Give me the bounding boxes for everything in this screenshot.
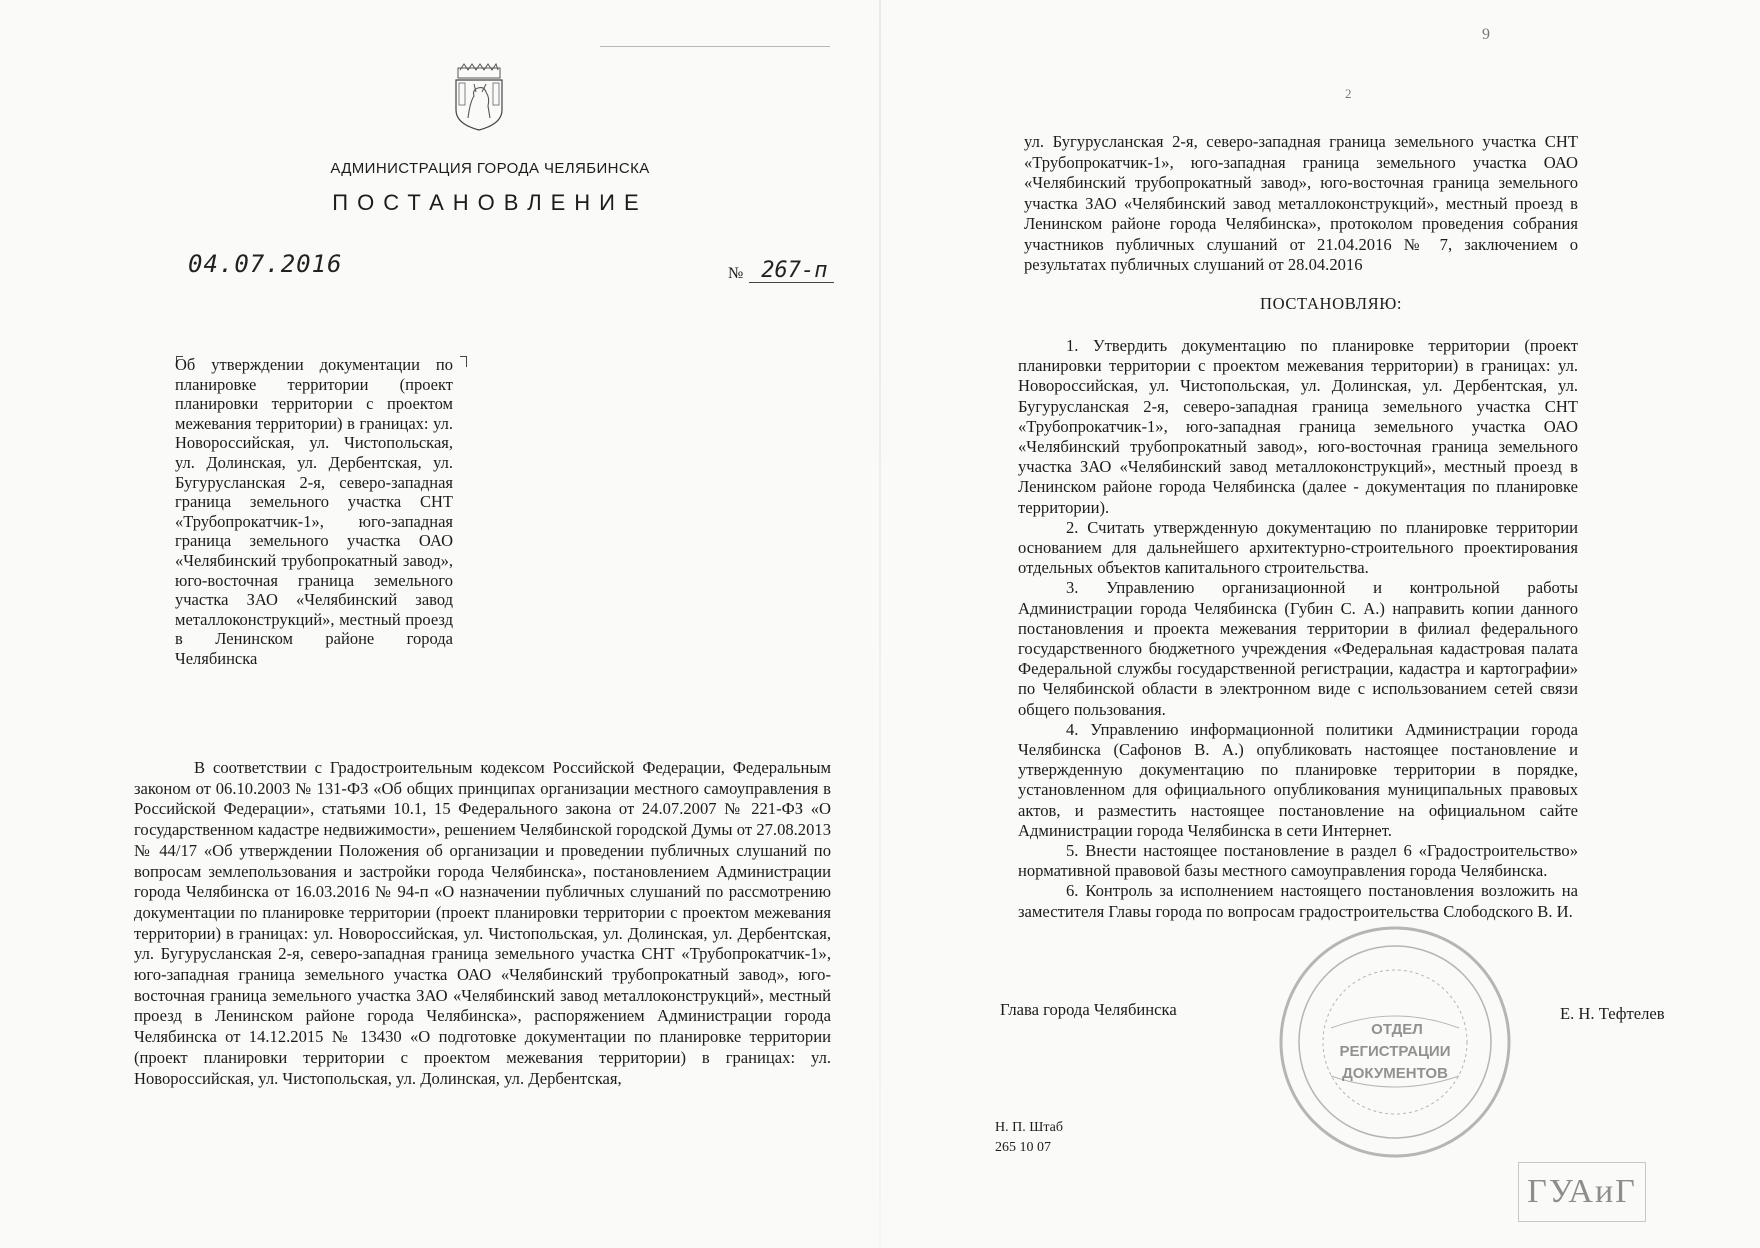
stamp-line-2: РЕГИСТРАЦИИ: [1339, 1043, 1451, 1060]
executor-name: Н. П. Штаб: [995, 1120, 1063, 1135]
executor-phone: 265 10 07: [995, 1140, 1051, 1155]
document-number-block: [728, 260, 834, 283]
decree-item: 3. Управлению организационной и контрольной работы Администрации города Челябинска (Губин С. А.) направить копии данного постановления и проекта межевания территории в филиал федерального государственного бюджетного учреждения «Федеральная кадастровая палата Федеральной службы государственной регистрации, кадастра и картографии» по Челябинской области в электронном виде с использованием сетей связи общего пользования.: [1018, 578, 1578, 719]
department-box-stamp: [1518, 1162, 1646, 1222]
right-page: [880, 0, 1760, 1248]
decree-item: 2. Считать утвержденную документацию по планировке территории основанием для дальнейшего архитектурно-строительного проектирования отдельных объектов капитального строительства.: [1018, 517, 1578, 578]
decree-items: [1018, 336, 1578, 922]
stamp-line-3: ДОКУМЕНТОВ: [1342, 1065, 1448, 1082]
decree-item: 4. Управлению информационной политики Администрации города Челябинска (Сафонов В. А.) опубликовать настоящее постановление и утвержденную документацию по планировке территории в порядке, установленном для официального опубликования муниципальных правовых актов, и разместить настоящее постановление на официальном сайте Администрации города Челябинска в сети Интернет.: [1018, 719, 1578, 840]
preamble-block: [134, 758, 831, 1089]
title-bracket-right: [460, 356, 467, 367]
scan-artifact-line: [600, 46, 830, 47]
decree-item: 1. Утвердить документацию по планировке территории (проект планировки территории с проектом межевания территории) в границах: ул. Новороссийская, ул. Чистопольская, ул. Долинская, ул. Дербентская, ул. Бугурусланская 2-я, северо-западная граница земельного участка СНТ «Трубопрокатчик-1», юго-западная граница земельного участка ОАО «Челябинский трубопрокатный завод», юго-восточная граница земельного участка ЗАО «Челябинский завод металлоконструкций», местный проезд в Ленинском районе города Челябинска (далее - документация по планировке территории).: [1018, 336, 1578, 517]
preamble-continuation: [1024, 132, 1578, 276]
corner-mark: 9: [1482, 26, 1490, 43]
document-date: 04.07.2016: [188, 250, 343, 278]
document-title: Об утверждении документации по планировке территории (проект планировки территории с проектом межевания территории) в границах: ул. Новороссийская, ул. Чистопольская, ул. Долинская, ул. Дербентская, ул. Бугурусланская 2-я, северо-западная граница земельного участка СНТ «Трубопрокатчик-1», юго-западная граница земельного участка ОАО «Челябинский трубопрокатный завод», юго-восточная граница земельного участка ЗАО «Челябинский завод металлоконструкций», местный проезд в Ленинском районе города Челябинска: [175, 355, 453, 668]
decree-item: 6. Контроль за исполнением настоящего постановления возложить на заместителя Главы города по вопросам градостроительства Слободского В. И.: [1018, 881, 1578, 921]
executor-block: [995, 1118, 1063, 1158]
page-number: 2: [1345, 86, 1352, 101]
stamp-line-1: ОТДЕЛ: [1371, 1021, 1423, 1038]
organization-name: АДМИНИСТРАЦИЯ ГОРОДА ЧЕЛЯБИНСКА: [330, 160, 650, 177]
continuation-text: ул. Бугурусланская 2-я, северо-западная граница земельного участка СНТ «Трубопрокатчик-1», юго-западная граница земельного участка ОАО «Челябинский трубопрокатный завод», юго-восточная граница земельного участка ЗАО «Челябинский завод металлоконструкций», местный проезд в Ленинском районе города Челябинска», протоколом проведения собрания участников публичных слушаний от 21.04.2016 № 7, заключением о результатах публичных слушаний от 28.04.2016: [1024, 132, 1578, 274]
signatory-name: Е. Н. Тефтелев: [1560, 1004, 1665, 1023]
box-stamp-text: ГУАиГ: [1527, 1173, 1637, 1210]
document-number: 267-п: [749, 260, 833, 283]
signatory-title: Глава города Челябинска: [1000, 1000, 1177, 1019]
number-label: №: [728, 265, 744, 282]
city-coat-of-arms-icon: [450, 62, 508, 132]
registration-stamp-icon: [1273, 920, 1518, 1165]
decree-heading: ПОСТАНОВЛЯЮ:: [1260, 294, 1403, 313]
preamble-text: В соответствии с Градостроительным кодексом Российской Федерации, Федеральным законом от 06.10.2003 № 131-ФЗ «Об общих принципах организации местного самоуправления в Российской Федерации», статьями 10.1, 15 Федерального закона от 24.07.2007 № 221-ФЗ «О государственном кадастре недвижимости», решением Челябинской городской Думы от 27.08.2013 № 44/17 «Об утверждении Положения об организации и проведении публичных слушаний по вопросам землепользования и застройки города Челябинска», постановлением Администрации города Челябинска от 16.03.2016 № 94-п «О назначении публичных слушаний по рассмотрению документации по планировке территории (проект планировки территории с проектом межевания территории) в границах: ул. Новороссийская, ул. Чистопольская, ул. Долинская, ул. Дербентская, ул. Бугурусланская 2-я, северо-западная граница земельного участка СНТ «Трубопрокатчик-1», юго-западная граница земельного участка ОАО «Челябинский трубопрокатный завод», юго-восточная граница земельного участка ЗАО «Челябинский завод металлоконструкций», местный проезд в Ленинском районе города Челябинска», распоряжением Администрации города Челябинска от 14.12.2015 № 13430 «О подготовке документации по планировке территории (проект планировки территории с проектом межевания территории) в границах: ул. Новороссийская, ул. Чистопольская, ул. Долинская, ул. Дербентская,: [134, 758, 831, 1088]
document-type: ПОСТАНОВЛЕНИЕ: [332, 190, 648, 215]
decree-item: 5. Внести настоящее постановление в раздел 6 «Градостроительство» нормативной правовой базы местного самоуправления города Челябинска.: [1018, 841, 1578, 881]
